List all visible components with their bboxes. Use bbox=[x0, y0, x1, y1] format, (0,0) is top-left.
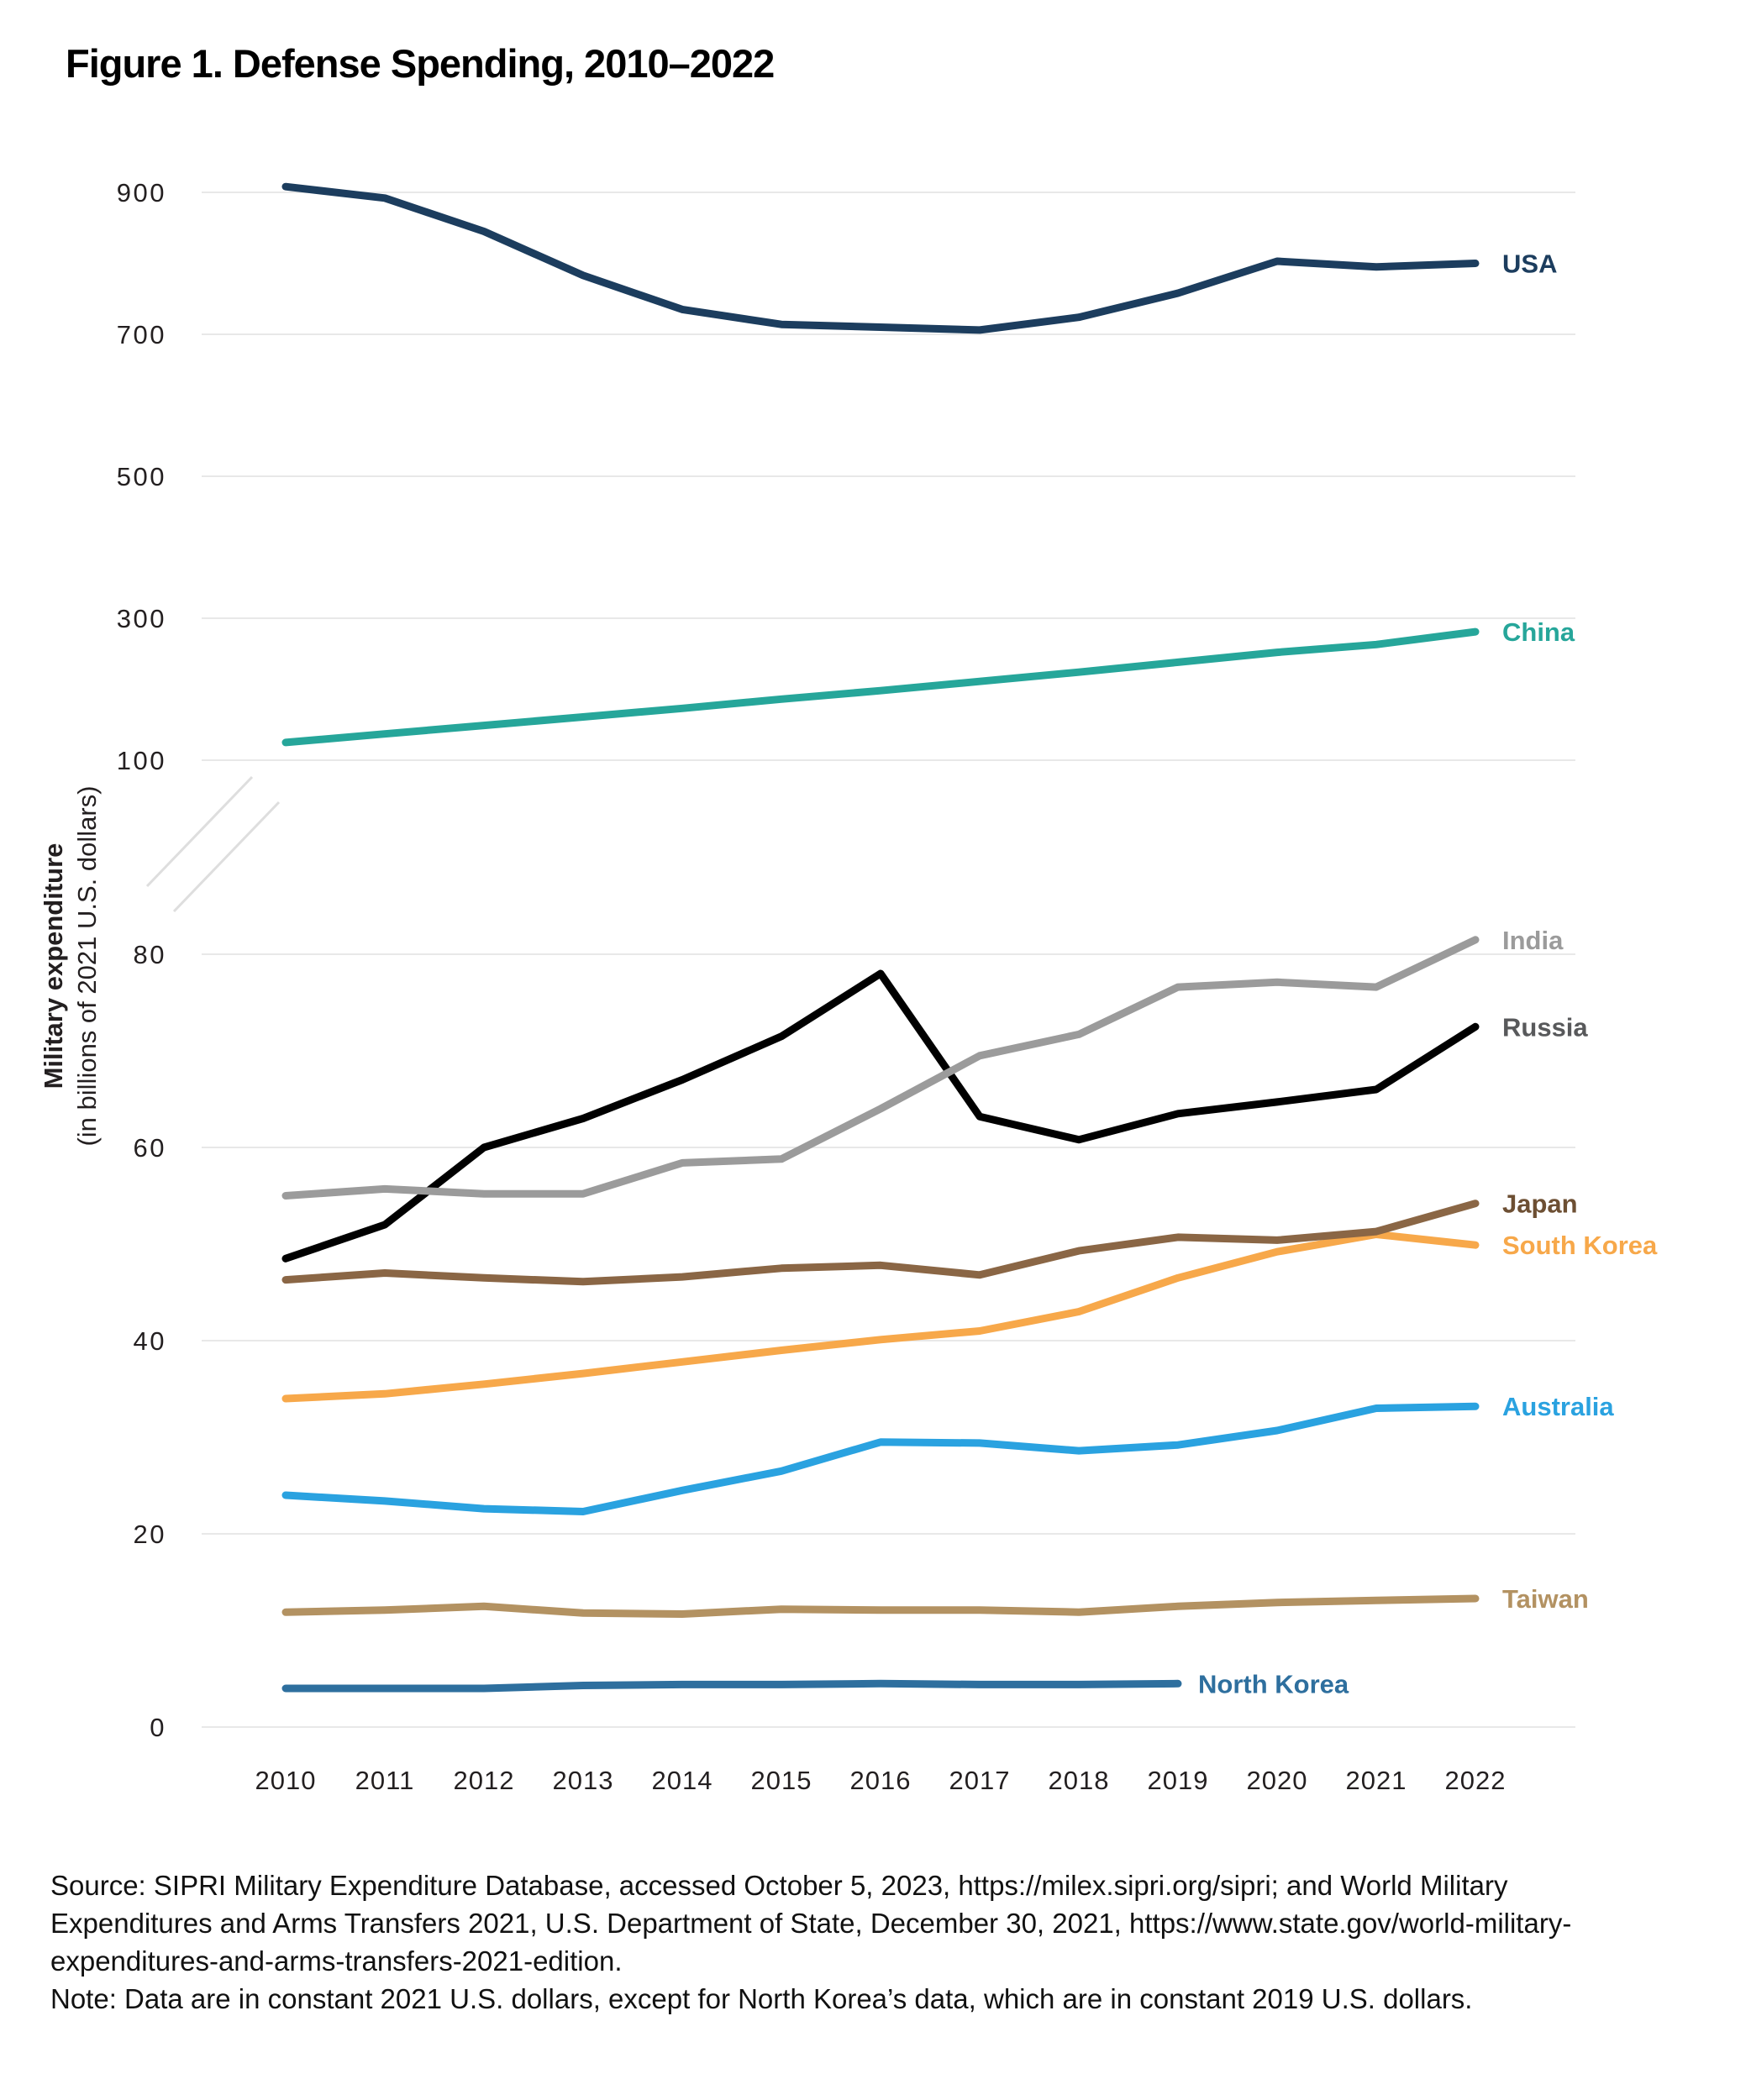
x-tick-label: 2013 bbox=[552, 1766, 614, 1795]
series-line-australia bbox=[286, 1406, 1475, 1511]
series-line-usa bbox=[286, 186, 1475, 330]
series-label-india: India bbox=[1502, 925, 1564, 955]
series-label-australia: Australia bbox=[1502, 1392, 1614, 1422]
y-axis-title-main: Military expenditure bbox=[39, 843, 68, 1089]
source-line: expenditures-and-arms-transfers-2021-edition. bbox=[50, 1945, 623, 1977]
x-tick-label: 2021 bbox=[1345, 1766, 1407, 1795]
y-tick-label: 900 bbox=[116, 178, 166, 207]
y-tick-label: 500 bbox=[116, 462, 166, 491]
series-line-north-korea bbox=[286, 1683, 1178, 1688]
axis-break-mark bbox=[147, 777, 252, 886]
y-tick-label: 700 bbox=[116, 320, 166, 349]
series-line-south-korea bbox=[286, 1235, 1475, 1399]
x-tick-label: 2014 bbox=[651, 1766, 713, 1795]
x-tick-label: 2012 bbox=[453, 1766, 515, 1795]
x-tick-label: 2015 bbox=[750, 1766, 812, 1795]
x-tick-label: 2019 bbox=[1147, 1766, 1209, 1795]
y-axis-title-units: (in billions of 2021 U.S. dollars) bbox=[72, 785, 102, 1147]
series-label-taiwan: Taiwan bbox=[1502, 1584, 1589, 1614]
y-tick-label: 80 bbox=[133, 940, 166, 969]
x-tick-label: 2016 bbox=[849, 1766, 912, 1795]
axis-break-mark bbox=[174, 802, 279, 911]
source-line: Source: SIPRI Military Expenditure Database, accessed October 5, 2023, https://milex.sipri.org/sipri; and World Military bbox=[50, 1870, 1508, 1901]
series-label-usa: USA bbox=[1502, 249, 1558, 279]
x-tick-label: 2020 bbox=[1246, 1766, 1308, 1795]
y-tick-label: 40 bbox=[133, 1326, 166, 1356]
note-line: Note: Data are in constant 2021 U.S. dollars, except for North Korea’s data, which are in constant 2019 U.S. dollars. bbox=[50, 1983, 1473, 2014]
x-tick-label: 2010 bbox=[255, 1766, 317, 1795]
series-label-china: China bbox=[1502, 617, 1575, 648]
x-tick-label: 2011 bbox=[355, 1766, 415, 1795]
y-tick-label: 100 bbox=[116, 746, 166, 775]
y-tick-label: 60 bbox=[133, 1133, 166, 1163]
series-label-japan: Japan bbox=[1502, 1189, 1578, 1219]
series-line-japan bbox=[286, 1204, 1475, 1282]
series-label-north-korea: North Korea bbox=[1198, 1669, 1349, 1699]
x-tick-label: 2017 bbox=[949, 1766, 1011, 1795]
series-label-russia: Russia bbox=[1502, 1012, 1588, 1042]
chart-title: Figure 1. Defense Spending, 2010–2022 bbox=[66, 41, 775, 86]
series-line-china bbox=[286, 632, 1475, 743]
y-tick-label: 300 bbox=[116, 604, 166, 633]
series-label-south-korea: South Korea bbox=[1502, 1231, 1658, 1261]
y-tick-label: 0 bbox=[150, 1713, 166, 1742]
source-note bbox=[50, 1866, 1722, 2018]
y-tick-label: 20 bbox=[133, 1520, 166, 1549]
series-line-russia bbox=[286, 974, 1475, 1258]
x-tick-label: 2022 bbox=[1444, 1766, 1506, 1795]
x-tick-label: 2018 bbox=[1048, 1766, 1110, 1795]
source-line: Expenditures and Arms Transfers 2021, U.S. Department of State, December 30, 2021, https://www.state.gov/world-military- bbox=[50, 1908, 1572, 1939]
series-line-taiwan bbox=[286, 1599, 1475, 1614]
